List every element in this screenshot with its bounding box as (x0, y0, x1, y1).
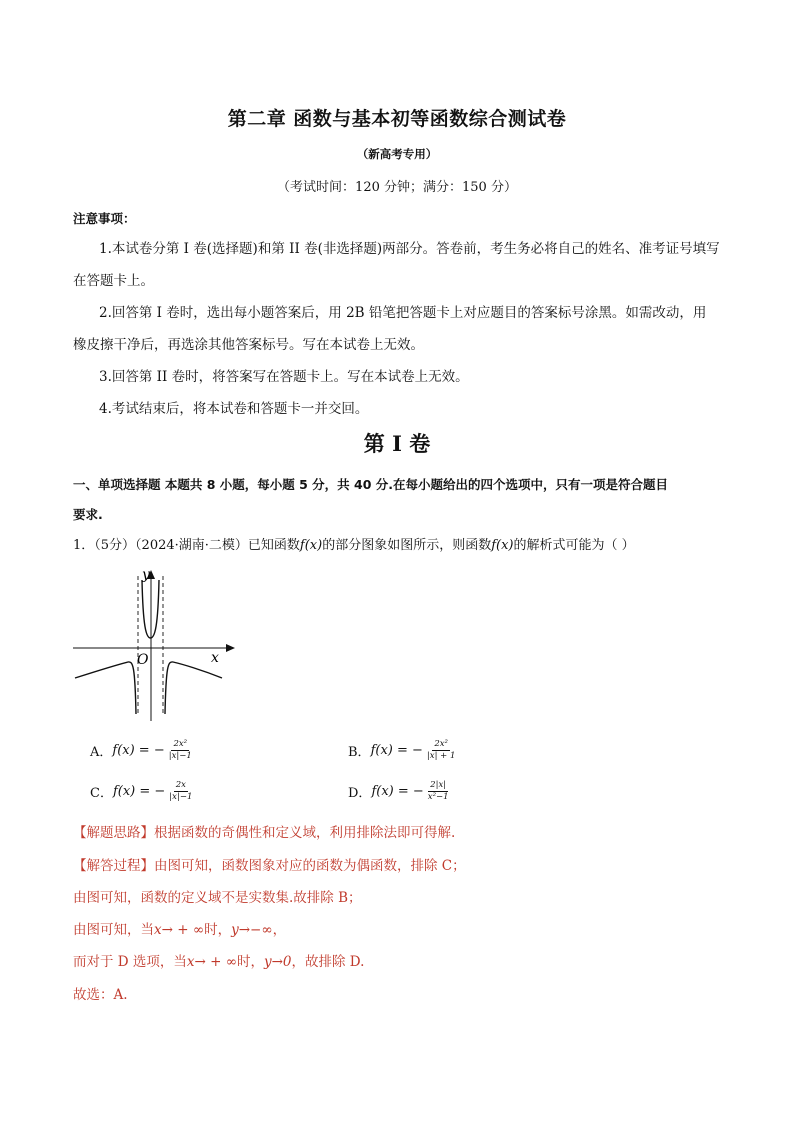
solution-line-4-a: 而对于 D 选项，当 (73, 954, 187, 970)
option-d-numerator: 2|x| (430, 780, 447, 790)
solution-process (73, 854, 466, 874)
notice-item-2-line-2: 橡皮擦干净后，再选涂其他答案标号。写在本试卷上无效。 (73, 337, 424, 353)
option-b-fraction (425, 739, 457, 762)
solution-answer: 故选：A. (73, 987, 128, 1003)
notice-item-1 (73, 233, 723, 297)
option-d-label: D． (348, 786, 372, 801)
notice-item-1-line-1: 1.本试卷分第 I 卷(选择题)和第 II 卷(非选择题)两部分。答卷前，考生务必将自己的姓名、准考证号填写 (99, 241, 720, 257)
graph-left-branch (75, 662, 136, 714)
option-c-fraction (167, 780, 194, 803)
option-b-label: B． (348, 745, 371, 760)
question-1-fx-1: f(x) (299, 538, 323, 553)
exam-time-info: （考试时间：120 分钟；满分：150 分） (277, 180, 517, 195)
function-graph (70, 566, 240, 726)
question-1-stem (73, 534, 723, 553)
x-axis-arrow (226, 644, 235, 652)
notice-item-2-line-1: 2.回答第 I 卷时，选出每小题答案后，用 2B 铅笔把答题卡上对应题目的答案标号涂黑。如需改动，用 (99, 305, 707, 321)
option-a-lhs: f(x) = − (112, 743, 165, 758)
option-c-label: C． (90, 786, 113, 801)
option-c-lhs: f(x) = − (112, 784, 166, 799)
page-subtitle: （新高考专用） (356, 147, 438, 161)
notice-item-2 (73, 297, 723, 361)
option-b-numerator: 2x² (434, 739, 448, 749)
question-1-fx-2: f(x) (491, 538, 514, 553)
origin-label: O (137, 652, 149, 668)
option-d-fraction (426, 780, 451, 803)
solution-line-3-math-2: y→−∞ (231, 922, 273, 938)
option-c-denominator: |x|−1 (169, 792, 193, 802)
x-axis-label: x (211, 650, 219, 666)
option-a-label: A． (90, 745, 113, 760)
section-title: 第 I 卷 (363, 431, 431, 456)
y-axis-label: y (142, 567, 150, 583)
question-1-middle: 的部分图象如图所示，则函数 (322, 538, 492, 553)
graph-right-branch (165, 662, 222, 714)
notice-heading: 注意事项： (73, 211, 136, 226)
option-d-denominator: x²−1 (427, 792, 449, 802)
notice-item-3-line: 3.回答第 II 卷时，将答案写在答题卡上。写在本试卷上无效。 (99, 369, 469, 385)
solution-line-4-b: 时， (236, 954, 264, 970)
option-b-lhs: f(x) = − (370, 743, 423, 758)
option-b[interactable] (348, 739, 457, 762)
solution-line-3 (73, 918, 286, 938)
solution-idea (73, 821, 455, 841)
solution-line-3-b: 时， (204, 922, 232, 938)
solution-line-4-math-1: x→ + ∞ (186, 954, 237, 970)
solution-line-4-math-2: y→0 (263, 954, 292, 970)
question-1-prefix: 1．（5分）（2024·湖南·二模）已知函数 (73, 538, 300, 553)
part-heading-line-2: 要求. (73, 507, 103, 522)
option-b-denominator: |x| + 1 (426, 751, 456, 761)
option-a-fraction (167, 739, 194, 762)
solution-idea-tag: 【解题思路】 (73, 825, 154, 841)
page-title: 第二章 函数与基本初等函数综合测试卷 (227, 108, 567, 130)
notice-item-1-line-2: 在答题卡上。 (73, 273, 154, 289)
option-a[interactable] (90, 739, 194, 762)
notice-item-4-line: 4.考试结束后，将本试卷和答题卡一并交回。 (99, 401, 369, 417)
solution-line-3-math-1: x→ + ∞ (154, 922, 205, 938)
option-a-denominator: |x|−1 (168, 751, 192, 761)
notice-item-4 (73, 393, 723, 425)
solution-line-4 (73, 950, 364, 970)
option-a-numerator: 2x² (173, 739, 188, 749)
solution-line-4-c: ，故排除 D. (291, 954, 365, 970)
option-c[interactable] (90, 780, 194, 803)
option-d[interactable] (348, 780, 451, 803)
notice-item-3 (73, 361, 723, 393)
solution-line-3-c: ， (272, 922, 287, 938)
solution-idea-text: 根据函数的奇偶性和定义域，利用排除法即可得解. (154, 825, 456, 841)
solution-line-2: 由图可知，函数的定义域不是实数集.故排除 B； (73, 890, 362, 906)
part-heading-line-1: 一、单项选择题 本题共 8 小题，每小题 5 分，共 40 分.在每小题给出的四个选项中，只有一项是符合题目 (73, 477, 669, 492)
solution-process-tag: 【解答过程】 (73, 858, 154, 874)
solution-line-3-a: 由图可知，当 (73, 922, 154, 938)
part-heading (73, 470, 728, 530)
option-d-lhs: f(x) = − (371, 784, 424, 799)
solution-process-text: 由图可知，函数图象对应的函数为偶函数，排除 C； (154, 858, 466, 874)
option-c-numerator: 2x (175, 780, 186, 790)
question-1-suffix: 的解析式可能为（ ） (513, 538, 635, 553)
